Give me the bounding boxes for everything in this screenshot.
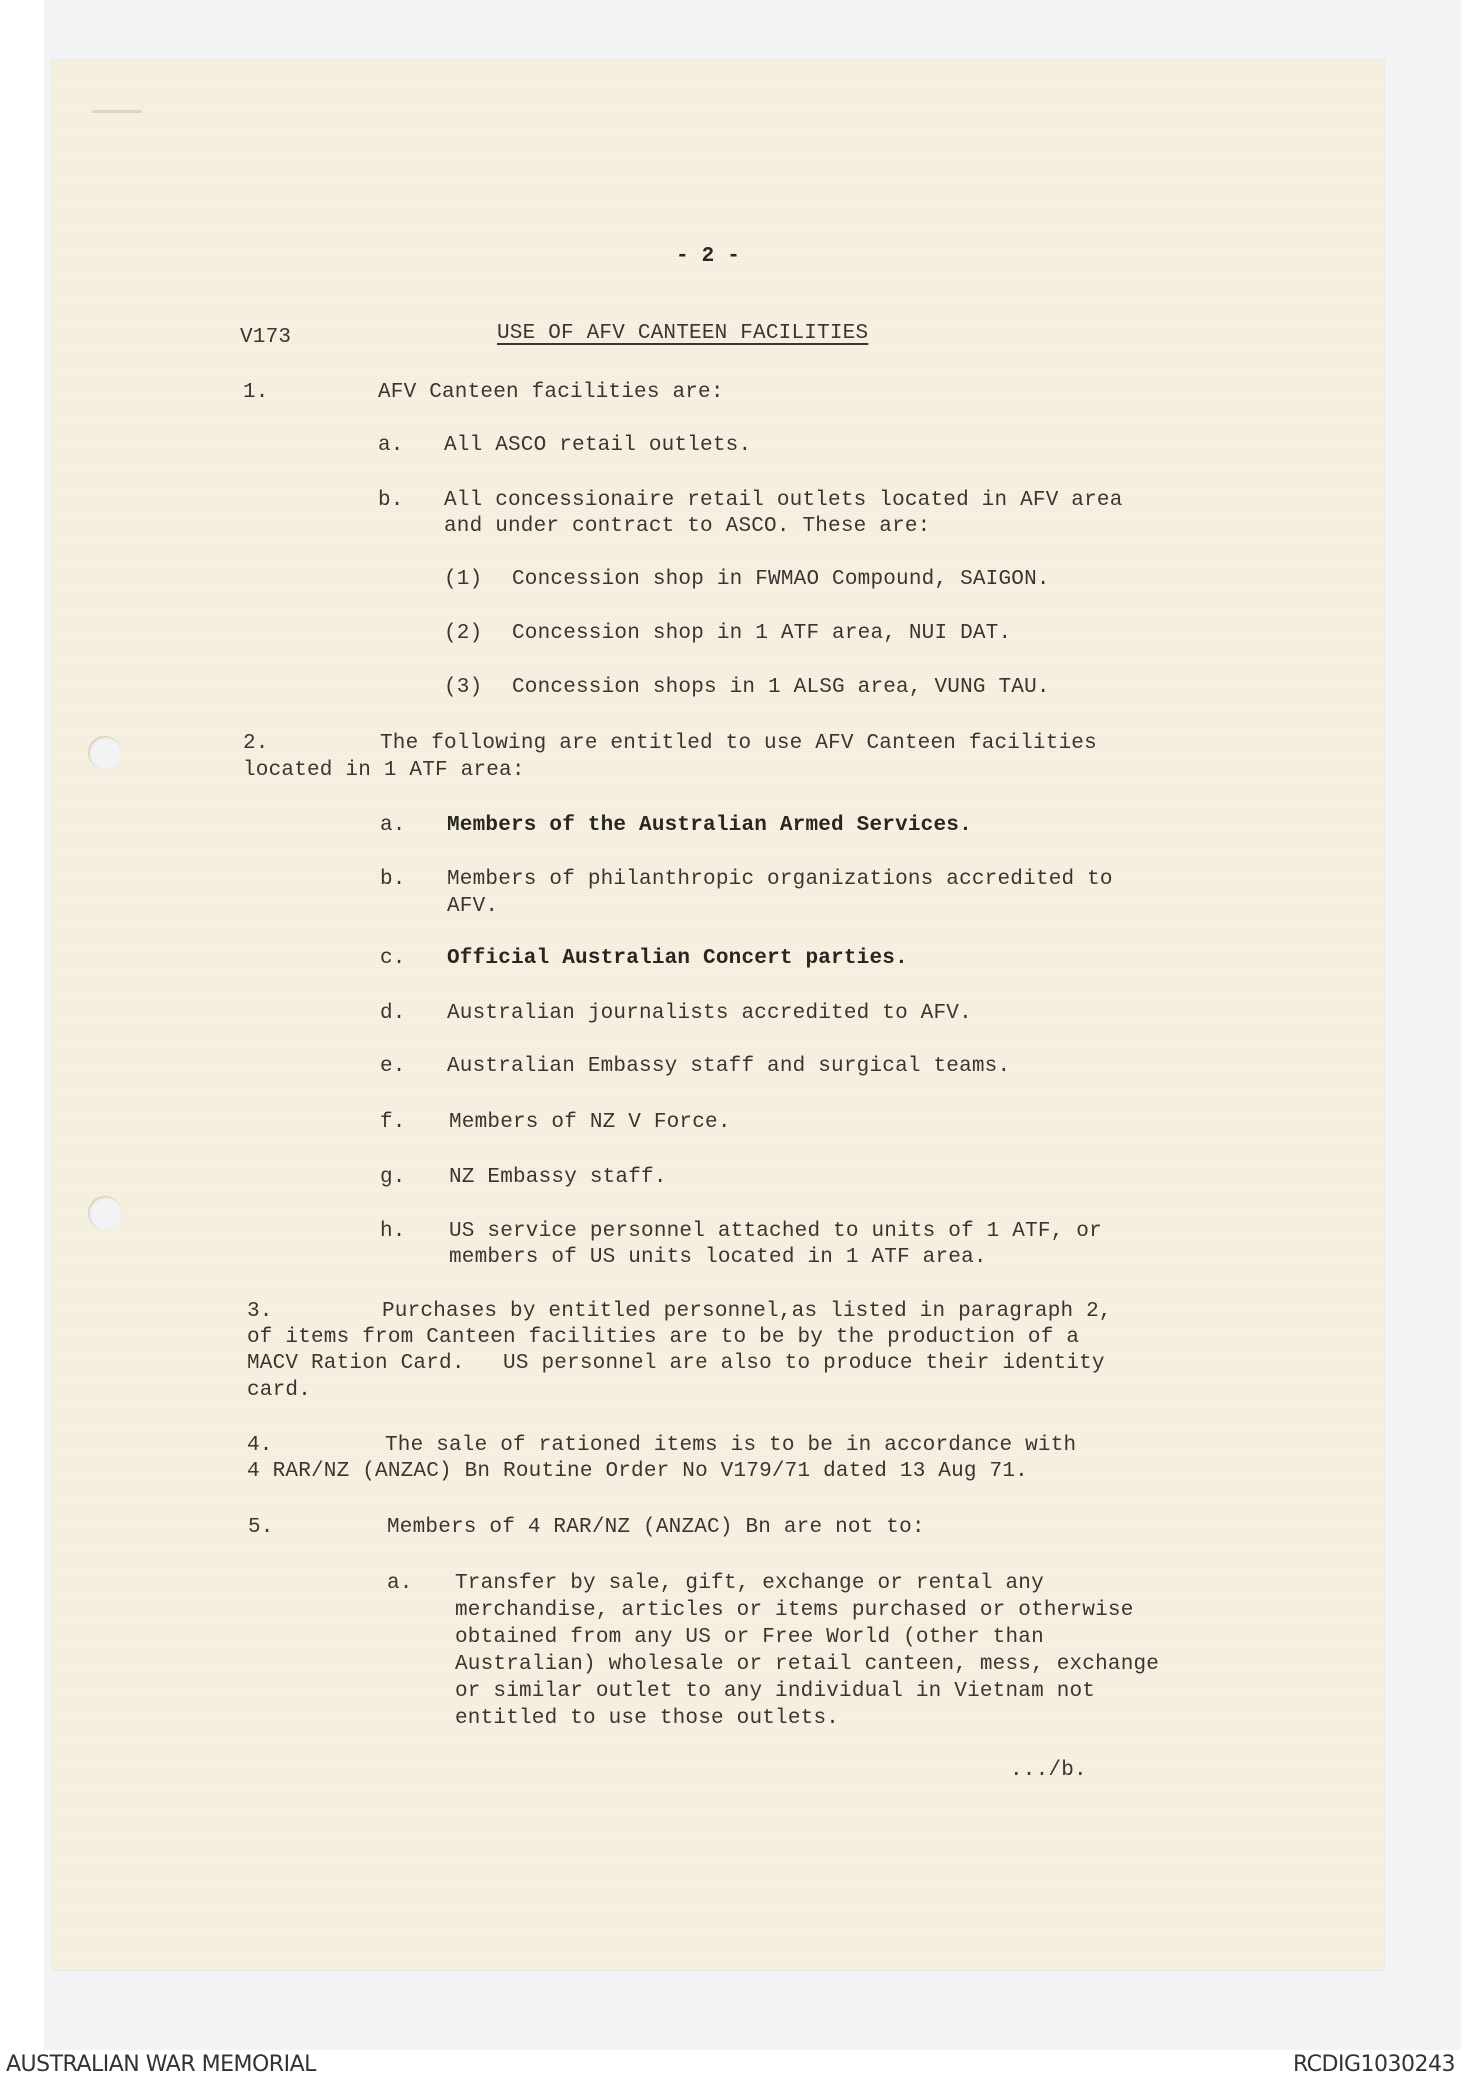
punch-hole-lower [88, 1196, 122, 1230]
item-text: Members of NZ V Force. [449, 1111, 731, 1134]
item-text: and under contract to ASCO. These are: [444, 515, 931, 538]
item-label: b. [380, 868, 406, 891]
paragraph-text: 4 RAR/NZ (ANZAC) Bn Routine Order No V179/71 dated 13 Aug 71. [247, 1460, 1028, 1483]
item-label: d. [380, 1002, 406, 1025]
page-number: - 2 - [676, 245, 741, 268]
subitem-text: Concession shop in FWMAO Compound, SAIGON. [512, 568, 1050, 591]
subitem-text: Concession shops in 1 ALSG area, VUNG TAU. [512, 676, 1050, 699]
continuation-marker: .../b. [1010, 1759, 1087, 1782]
paragraph-text: The following are entitled to use AFV Canteen facilities [380, 732, 1097, 755]
item-label: a. [378, 434, 404, 457]
item-label: a. [380, 814, 406, 837]
item-label: h. [380, 1220, 406, 1243]
staple-mark [92, 110, 142, 113]
paragraph-number: 5. [248, 1516, 274, 1539]
item-text: Australian) wholesale or retail canteen, mess, exchange [455, 1653, 1160, 1676]
subitem-label: (3) [444, 676, 483, 699]
paragraph-text: located in 1 ATF area: [243, 759, 525, 782]
item-text: All concessionaire retail outlets located in AFV area [444, 489, 1123, 512]
subitem-text: Concession shop in 1 ATF area, NUI DAT. [512, 622, 1012, 645]
item-text: Official Australian Concert parties. [447, 947, 908, 970]
item-text: members of US units located in 1 ATF area. [449, 1246, 987, 1269]
item-label: f. [380, 1111, 406, 1134]
item-text: entitled to use those outlets. [455, 1707, 840, 1730]
item-text: Australian journalists accredited to AFV. [447, 1002, 972, 1025]
order-reference: V173 [240, 326, 292, 349]
item-label: g. [380, 1166, 406, 1189]
item-text: US service personnel attached to units of 1 ATF, or [449, 1220, 1102, 1243]
paragraph-number: 1. [243, 381, 269, 404]
punch-hole-upper [88, 736, 122, 770]
item-label: b. [378, 489, 404, 512]
item-label: c. [380, 947, 406, 970]
paragraph-text: Members of 4 RAR/NZ (ANZAC) Bn are not to: [387, 1516, 925, 1539]
item-text: Australian Embassy staff and surgical teams. [447, 1055, 1011, 1078]
item-text: Members of philanthropic organizations accredited to [447, 868, 1113, 891]
subitem-label: (1) [444, 568, 483, 591]
item-text: merchandise, articles or items purchased or otherwise [455, 1599, 1134, 1622]
item-text: or similar outlet to any individual in Vietnam not [455, 1680, 1096, 1703]
document-title: USE OF AFV CANTEEN FACILITIES [497, 322, 869, 345]
paragraph-number: 2. [243, 732, 269, 755]
item-label: e. [380, 1055, 406, 1078]
paragraph-text: MACV Ration Card. US personnel are also to produce their identity [247, 1352, 1105, 1375]
item-label: a. [387, 1572, 413, 1595]
paragraph-number: 3. [247, 1300, 273, 1323]
paragraph-text: AFV Canteen facilities are: [378, 381, 724, 404]
item-text: AFV. [447, 895, 499, 918]
paragraph-text: card. [247, 1379, 312, 1402]
item-text: NZ Embassy staff. [449, 1166, 667, 1189]
paragraph-text: of items from Canteen facilities are to be by the production of a [247, 1326, 1080, 1349]
item-text: obtained from any US or Free World (other than [455, 1626, 1044, 1649]
item-text: All ASCO retail outlets. [444, 434, 752, 457]
item-text: Transfer by sale, gift, exchange or rental any [455, 1572, 1044, 1595]
institution-label: AUSTRALIAN WAR MEMORIAL [6, 2052, 316, 2077]
paragraph-number: 4. [247, 1434, 273, 1457]
record-id-label: RCDIG1030243 [1292, 2052, 1455, 2077]
paragraph-text: Purchases by entitled personnel,as listed in paragraph 2, [382, 1300, 1112, 1323]
paragraph-text: The sale of rationed items is to be in accordance with [385, 1434, 1077, 1457]
item-text: Members of the Australian Armed Services. [447, 814, 972, 837]
subitem-label: (2) [444, 622, 483, 645]
